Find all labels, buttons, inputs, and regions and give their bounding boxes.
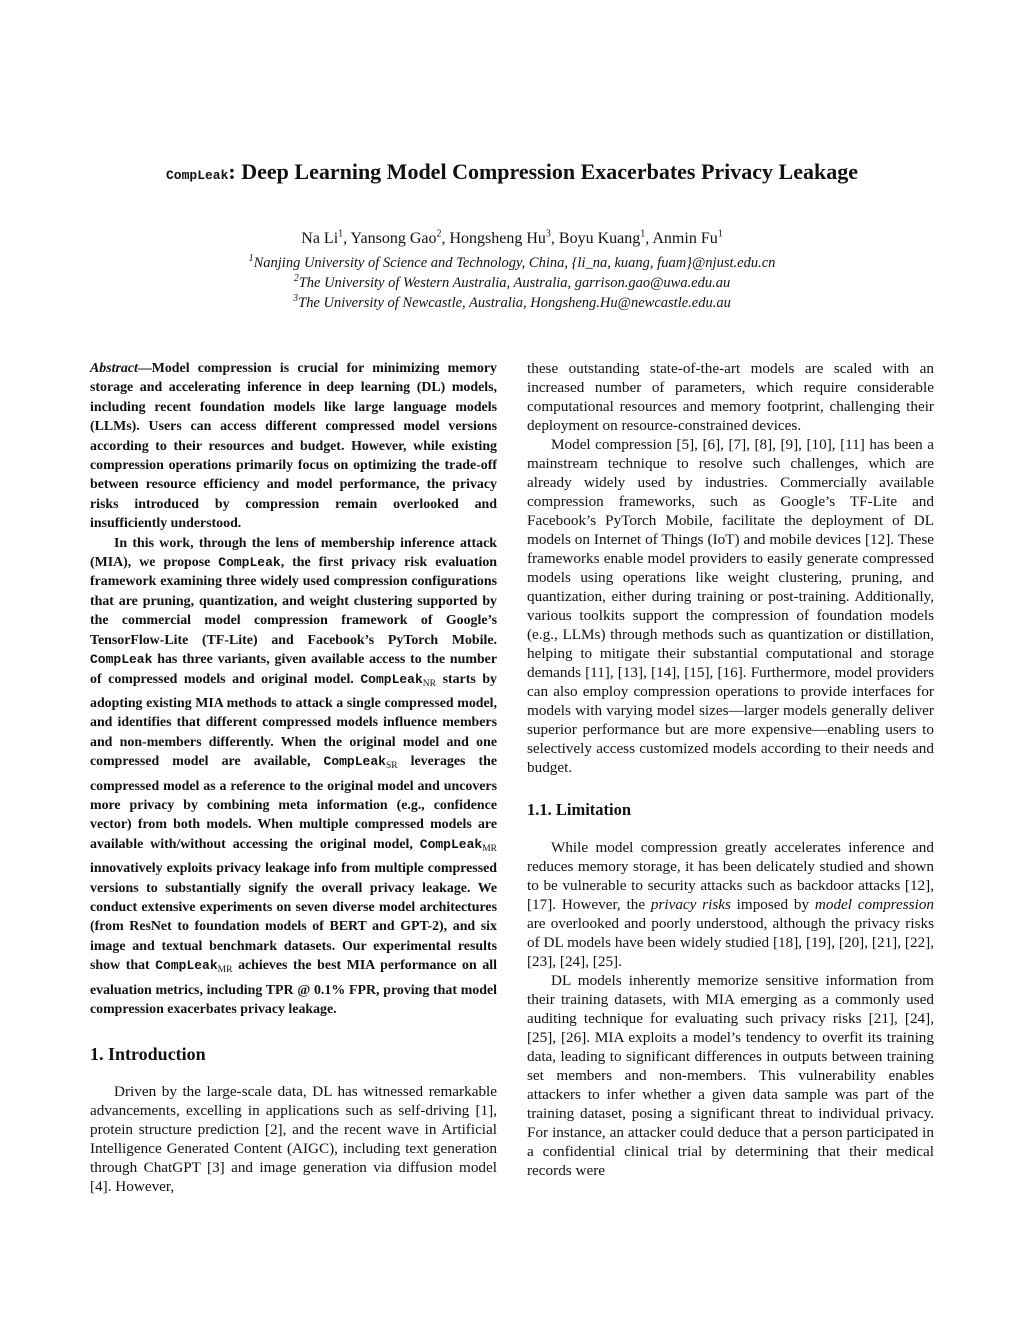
author: Yansong Gao [350, 230, 437, 247]
affiliation: $^2$The University of Western Australia, Australia, garrison.gao@uwa.edu.au [293, 273, 731, 291]
section-heading-introduction: 1. Introduction [90, 1044, 206, 1065]
right-column [527, 359, 934, 1180]
title-text: : Deep Learning Model Compression Exacerbates Privacy Leakage [228, 159, 858, 184]
left-column [90, 359, 497, 1196]
abstract-paragraph: Abstract—Model compression is crucial for minimizing memory storage and accelerating inference in deep learning (DL) models, including recent foundation models like large language models (LLMs). Users can access different compressed model versions according to their resources and budget. However, while existing compression operations primarily focus on optimizing the trade-off between resource efficiency and model performance, the privacy risks introduced by compression remain overlooked and insufficiently understood. [90, 361, 497, 532]
affiliation: $^1$Nanjing University of Science and Technology, China, {li_na, kuang, fuam}@njust.edu.cn [248, 253, 776, 271]
abstract-label: Abstract [90, 361, 138, 376]
author: Hongsheng Hu [449, 230, 546, 247]
subsection-heading-limitation: 1.1. Limitation [527, 800, 632, 819]
affiliation-list [60, 253, 964, 313]
body-paragraph: Model compression [5], [6], [7], [8], [9], [10], [11] has been a mainstream technique to resolve such challenges, which are already widely used by industries. Commercially available compression frameworks, such as Google’s TF-Lite and Facebook’s PyTorch Mobile, facilitate the deployment of DL models on Internet of Things (IoT) and mobile devices [12]. These frameworks enable model providers to easily generate compressed models using operations like weight clustering, pruning, and quantization, either during training or post-training. Additionally, various toolkits support the compression of foundation models (e.g., LLMs) through methods such as quantization or distillation, helping to mitigate their substantial computational and storage demands [11], [13], [14], [15], [16]. Furthermore, model providers can also employ compression operations to provide interfaces for models with varying model sizes—larger models generally deliver superior performance but are more expensive—enabling users to selectively access customized models according to their needs and budget. [527, 436, 934, 776]
author: Anmin Fu [652, 230, 718, 247]
body-paragraph: DL models inherently memorize sensitive information from their training datasets, with MIA emerging as a commonly used auditing technique for evaluating such privacy risks [21], [24], [25], [26]. MIA exploits a model’s tendency to overfit its training data, leading to significant differences in outputs between training set members and non-members. This vulnerability enables attackers to infer whether a given data sample was part of the training dataset, posing a significant threat to individual privacy. For instance, an attacker could deduce that a person participated in a confidential clinical trial by determining that their medical records were [527, 972, 934, 1179]
author: Na Li [301, 230, 339, 247]
affiliation: $^3$The University of Newcastle, Australia, Hongsheng.Hu@newcastle.edu.au [293, 293, 731, 311]
paper-title [60, 157, 964, 191]
author-list: Na Li$^1$, Yansong Gao$^2$, Hongsheng Hu$^3$, Boyu Kuang$^1$, Anmin Fu$^1$ [301, 228, 723, 247]
body-paragraph: While model compression greatly accelerates inference and reduces memory storage, it has been delicately studied and shown to be vulnerable to security attacks such as backdoor attacks [12], [17]. However, the privacy risks imposed by model compression are overlooked and poorly understood, although the privacy risks of DL models have been widely studied [18], [19], [20], [21], [22], [23], [24], [25]. [527, 839, 935, 970]
abstract [90, 359, 497, 1019]
title-system-name: CompLeak [166, 168, 229, 183]
body-paragraph: Driven by the large-scale data, DL has witnessed remarkable advancements, excelling in applications such as self-driving [1], protein structure prediction [2], and the recent wave in Artificial Intelligence Generated Content (AIGC), including text generation through ChatGPT [3] and image generation via diffusion model [4]. However, [90, 1083, 497, 1196]
author: Boyu Kuang [558, 230, 641, 247]
body-paragraph: these outstanding state-of-the-art models are scaled with an increased number of parameters, which require considerable computational resources and memory footprint, challenging their deployment on resource-constrained devices. [527, 360, 934, 434]
arxiv-stamp [8, 378, 68, 958]
arxiv-stamp-svg [8, 378, 68, 958]
introduction-section [90, 1042, 497, 1196]
abstract-paragraph: In this work, through the lens of membership inference attack (MIA), we propose CompLeak, the first privacy risk evaluation framework examining three widely used compression configurations that are pruning, quantization, and weight clustering supported by the commercial model compression framework of Google’s TensorFlow-Lite (TF-Lite) and Facebook’s PyTorch Mobile. CompLeak has three variants, given available access to the number of compressed models and original model. CompLeak$_{NR}$ starts by adopting existing MIA methods to attack a single compressed model, and identifies that different compressed models influence members and non-members differently. When the original model and one compressed model are available, CompLeak$_{SR}$ leverages the compressed model as a reference to the original model and uncovers more privacy by combining meta information (e.g., confidence vector) from both models. When multiple compressed models are available with/without accessing the original model, CompLeak$_{MR}$ innovatively exploits privacy leakage info from multiple compressed versions to substantially signify the overall privacy leakage. We conduct extensive experiments on seven diverse model architectures (from ResNet to foundation models of BERT and GPT-2), and six image and textual benchmark datasets. Our experimental results show that CompLeak$_{MR}$ achieves the best MIA performance on all evaluation metrics, including TPR @ 0.1% FPR, proving that model compression exacerbates privacy leakage. [90, 535, 497, 1017]
